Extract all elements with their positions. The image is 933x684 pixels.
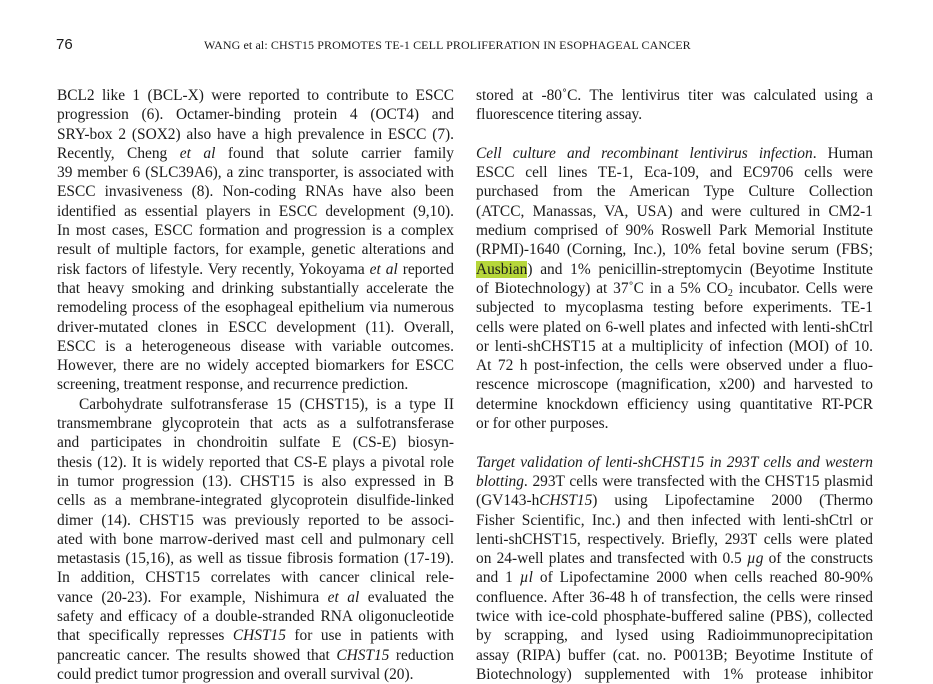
text-line: Biotechnology) supplemented with 1% protease inhibitor — [476, 665, 873, 683]
left-column — [57, 86, 454, 684]
page-number: 76 — [56, 36, 73, 53]
text-line: identified as essential players in ESCC development (9,10). — [57, 202, 454, 220]
text-line: screening, treatment response, and recurrence prediction. — [57, 376, 409, 394]
text-line: dimer (14). CHST15 was previously reported to be associ- — [57, 511, 454, 529]
text-line: twice with ice-cold phosphate-buffered saline (PBS), collected — [476, 608, 873, 626]
text-line: assay (RIPA) buffer (cat. no. P0013B; Beyotime Institute of — [476, 646, 873, 664]
text-line: or for other purposes. — [476, 415, 609, 433]
highlighted-text: Ausbian — [476, 260, 528, 278]
text-line: result of multiple factors, for example, genetic alterations and — [57, 241, 454, 259]
text-line: Carbohydrate sulfotransferase 15 (CHST15), is a type II — [79, 395, 454, 413]
text-line: However, there are no widely accepted biomarkers for ESCC — [57, 357, 454, 375]
text-line: ESCC is a heterogeneous disease with variable outcomes. — [57, 337, 454, 355]
text-line: that specifically represses CHST15 for use in patients with — [57, 627, 454, 645]
text-line: and participates in chondroitin sulfate E (CS-E) biosyn- — [57, 434, 454, 452]
text-line: lenti-shCHST15, respectively. Briefly, 293T cells were plated — [476, 530, 873, 548]
text-line: metastasis (15,16), as well as tissue fibrosis formation (17-19). — [57, 550, 454, 568]
text-line: confluence. After 36-48 h of transfection, the cells were rinsed — [476, 588, 873, 606]
text-line: (GV143-hCHST15) using Lipofectamine 2000 (Thermo — [476, 492, 873, 510]
text-line: Cell culture and recombinant lentivirus infection. Human — [476, 144, 873, 162]
text-line: safety and efficacy of a double-stranded RNA oligonucleotide — [57, 608, 454, 626]
text-line: ESCC invasiveness (8). Non-coding RNAs have also been — [57, 183, 454, 201]
text-line: cells were plated on 6-well plates and infected with lenti-shCtrl — [476, 318, 873, 336]
text-line: In addition, CHST15 correlates with cancer clinical rele- — [57, 569, 454, 587]
running-head: WANG et al: CHST15 PROMOTES TE-1 CELL PROLIFERATION IN ESOPHAGEAL CANCER — [204, 38, 691, 52]
text-line: pancreatic cancer. The results showed that CHST15 reduction — [57, 646, 455, 664]
text-line: (RPMI)-1640 (Corning, Inc.), 10% fetal bovine serum (FBS; — [476, 241, 873, 259]
text-line: that heavy smoking and drinking substantially accelerate the — [57, 279, 454, 297]
text-line: driver-mutated clones in ESCC development (11). Overall, — [57, 318, 454, 336]
text-line: vance (20-23). For example, Nishimura et al evaluated the — [57, 588, 454, 606]
text-line: transmembrane glycoprotein that acts as a sulfotransferase — [57, 415, 454, 433]
text-line: rescence microscope (magnification, x200) and harvested to — [476, 376, 873, 394]
text-line: or lenti-shCHST15 at a multiplicity of infection (MOI) of 10. — [476, 337, 873, 355]
text-line: BCL2 like 1 (BCL-X) were reported to contribute to ESCC — [57, 87, 454, 104]
text-line: ESCC cell lines TE-1, Eca-109, and EC9706 cells were — [476, 164, 873, 182]
text-line: by scrapping, and lysed using Radioimmunoprecipitation — [476, 627, 873, 645]
text-line: thesis (12). It is widely reported that CS-E plays a pivotal role — [57, 453, 454, 471]
text-line: of Biotechnology) at 37˚C in a 5% $CO_2$ incubator. Cells were — [476, 279, 874, 299]
text-line: SRY-box 2 (SOX2) also have a high prevalence in ESCC (7). — [57, 125, 454, 143]
text-line: At 72 h post-infection, the cells were observed under a fluo- — [476, 357, 873, 375]
text-line: fluorescence titering assay. — [476, 106, 643, 124]
text-line: subjected to mycoplasma testing before experiments. TE-1 — [476, 299, 873, 317]
text-line: 39 member 6 (SLC39A6), a zinc transporter, is associated with — [57, 164, 454, 182]
text-line: blotting. 293T cells were transfected with the CHST15 plasmid — [476, 472, 873, 490]
text-line: Ausbian) and 1% penicillin-streptomycin (Beyotime Institute — [476, 260, 873, 278]
text-line: determine knockdown efficiency using quantitative RT-PCR — [476, 395, 873, 413]
text-line: cells as a membrane-integrated glycoprotein disulfide-linked — [57, 492, 454, 510]
text-line: on 24-well plates and transfected with 0.5 µg of the constructs — [476, 550, 873, 568]
text-line: stored at -80˚C. The lentivirus titer was calculated using a — [476, 87, 873, 104]
text-line: risk factors of lifestyle. Very recently, Yokoyama et al reported — [57, 260, 454, 278]
text-line: progression (6). Octamer-binding protein 4 (OCT4) and — [57, 106, 454, 124]
text-line: (ATCC, Manassas, VA, USA) and were cultured in CM2-1 — [476, 202, 873, 220]
text-line: remodeling process of the esophageal epithelium via numerous — [57, 299, 454, 317]
right-column — [476, 86, 873, 684]
text-line: medium comprised of 90% Roswell Park Memorial Institute — [476, 222, 873, 240]
text-line: purchased from the American Type Culture Collection — [476, 183, 873, 201]
text-line: Target validation of lenti-shCHST15 in 293T cells and western — [476, 453, 874, 471]
text-line: Fisher Scientific, Inc.) and then infected with lenti-shCtrl or — [476, 511, 873, 529]
text-line: Recently, Cheng et al found that solute carrier family — [57, 144, 454, 162]
text-line: could predict tumor progression and overall survival (20). — [57, 665, 414, 683]
text-line: in tumor progression (13). CHST15 is also expressed in B — [57, 472, 454, 490]
text-line: and 1 µl of Lipofectamine 2000 when cells reached 80-90% — [476, 569, 873, 587]
text-line: ated with bone marrow-derived mast cell and pulmonary cell — [57, 530, 454, 548]
text-line: In most cases, ESCC formation and progression is a complex — [57, 222, 454, 240]
